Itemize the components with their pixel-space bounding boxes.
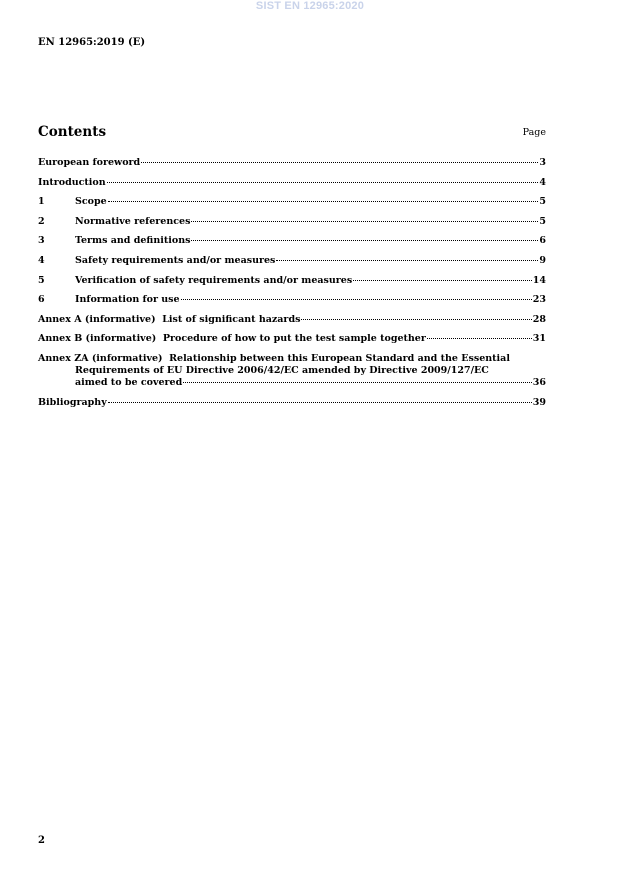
toc-entry-page: 39 [532, 396, 546, 408]
toc-entry-title: Normative references [75, 215, 191, 227]
toc-entry-page: 5 [539, 196, 546, 208]
toc-entry-number: 3 [38, 235, 45, 247]
toc-entry-page: 14 [532, 274, 546, 286]
dot-leader [107, 182, 539, 183]
contents-title: Contents [38, 124, 107, 140]
dot-leader [191, 240, 538, 241]
toc-entry-page: 9 [539, 254, 546, 266]
toc-entry-last-line [38, 377, 546, 389]
toc-entry-page: 31 [532, 333, 546, 345]
watermark: SIST EN 12965:2020 [255, 0, 365, 12]
toc-entry-information-for-use[interactable] [38, 294, 546, 314]
toc-entry-verification[interactable] [38, 275, 546, 295]
table-of-contents [38, 157, 546, 417]
toc-entry-normative-references[interactable] [38, 216, 546, 236]
dot-leader [427, 338, 532, 339]
toc-entry-annex-a[interactable] [38, 314, 546, 334]
toc-entry-page: 6 [539, 235, 546, 247]
toc-entry-title: Scope [75, 196, 107, 208]
toc-entry-title: European foreword [38, 157, 141, 168]
toc-entry-title: Introduction [38, 176, 106, 188]
toc-entry-page: 4 [539, 176, 546, 188]
toc-entry-page: 28 [532, 313, 546, 325]
dot-leader [108, 402, 532, 403]
toc-entry-title: Bibliography [38, 396, 107, 408]
toc-entry-number: 5 [38, 274, 45, 286]
dot-leader [276, 260, 538, 261]
toc-entry-scope[interactable] [38, 196, 546, 216]
toc-entry-safety-requirements[interactable] [38, 255, 546, 275]
toc-entry-number: 6 [38, 294, 45, 306]
toc-entry-page: 23 [532, 294, 546, 306]
toc-entry-title: Annex B (informative) Procedure of how to put the test sample together [38, 333, 426, 345]
toc-entry-number: 4 [38, 254, 45, 266]
toc-entry-title: Terms and definitions [75, 235, 191, 247]
toc-entry-page: 5 [539, 215, 546, 227]
toc-entry-title-line: Annex ZA (informative) Relationship between this European Standard and the Essential [38, 352, 510, 364]
document-id: EN 12965:2019 (E) [38, 37, 146, 48]
dot-leader [141, 162, 538, 163]
toc-entry-number: 1 [38, 196, 45, 208]
toc-entry-title: Verification of safety requirements and/or measures [75, 274, 353, 286]
dot-leader [301, 319, 531, 320]
dot-leader [181, 299, 532, 300]
toc-entry-title: Safety requirements and/or measures [75, 254, 276, 266]
toc-entry-title: Annex A (informative) List of significant hazards [38, 313, 301, 325]
toc-entry-page: 36 [532, 376, 546, 388]
toc-entry-title-line: aimed to be covered [75, 376, 183, 388]
toc-entry-title: Information for use [75, 294, 180, 306]
dot-leader [191, 221, 538, 222]
toc-entry-terms-and-definitions[interactable] [38, 235, 546, 255]
dot-leader [108, 201, 539, 202]
toc-entry-title-line: Requirements of EU Directive 2006/42/EC amended by Directive 2009/127/EC [75, 364, 489, 376]
toc-entry-bibliography[interactable] [38, 397, 546, 417]
toc-entry-number: 2 [38, 215, 45, 227]
toc-entry-annex-za[interactable] [38, 353, 546, 389]
toc-entry-introduction[interactable] [38, 177, 546, 197]
dot-leader [353, 280, 532, 281]
toc-entry-annex-b[interactable] [38, 333, 546, 353]
toc-entry-european-foreword[interactable] [38, 157, 546, 177]
toc-entry-page: 3 [539, 157, 546, 168]
dot-leader [183, 382, 532, 383]
page-column-label: Page [522, 127, 546, 138]
page-number: 2 [38, 835, 45, 846]
